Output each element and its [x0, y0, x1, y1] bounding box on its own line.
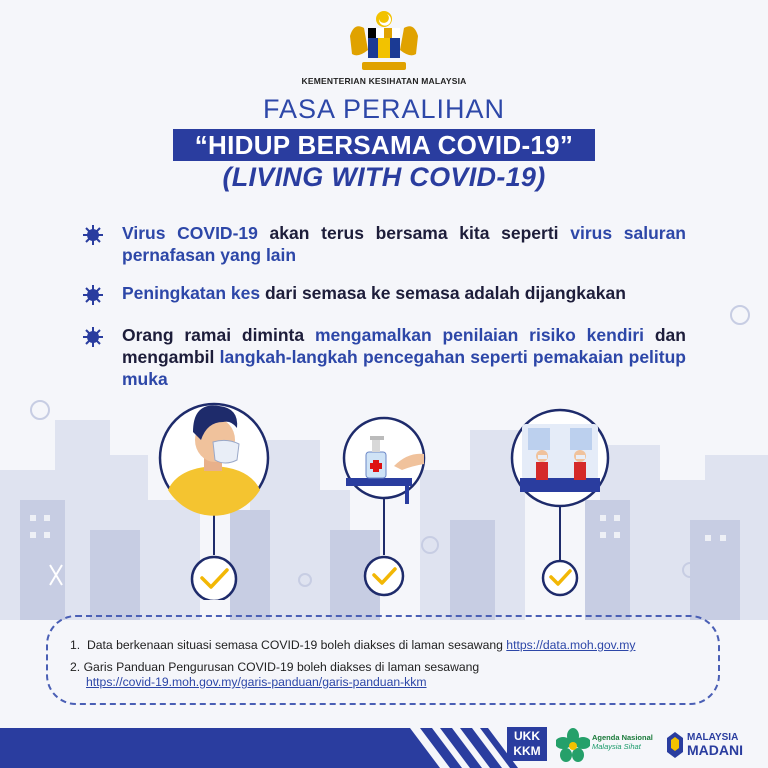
public-transport-illustration: [512, 410, 608, 506]
mask-wearing-illustration: [160, 404, 268, 516]
title-phase: FASA PERALIHAN: [262, 94, 506, 124]
references-box: [46, 615, 720, 705]
hibiscus-logo: [556, 728, 590, 762]
bullet-text: Peningkatan kes dari semasa ke semasa adalah dijangkakan: [122, 283, 626, 303]
covid-guidelines-link[interactable]: https://covid-19.moh.gov.my/garis-panduan/garis-panduan-kkm: [86, 675, 427, 689]
check-mark-icon: [192, 557, 236, 600]
title-living-with-covid-malay: “HIDUP BERSAMA COVID-19”: [173, 129, 595, 161]
reference-note-2: 2. Garis Panduan Pengurusan COVID-19 boleh diakses di laman sesawang https://covid-19.moh.gov.my/garis-panduan/garis-panduan-kkm: [70, 660, 480, 689]
reference-note-1: 1. Data berkenaan situasi semasa COVID-19 boleh diakses di laman sesawang https://data.moh.gov.my: [70, 638, 636, 652]
bullet-text: Virus COVID-19 akan terus bersama kita seperti virus saluran pernafasan yang lain: [122, 223, 686, 265]
malaysia-madani-logo-text: MALAYSIA MADANI: [687, 732, 743, 758]
bullet-text: Orang ramai diminta mengamalkan penilaian risiko kendiri dan mengambil langkah-langkah pencegahan seperti pemakaian pelitup muka: [122, 325, 686, 389]
data-moh-link[interactable]: https://data.moh.gov.my: [506, 638, 636, 652]
agenda-nasional-logo-text: Agenda Nasional Malaysia Sihat: [592, 733, 653, 751]
ministry-name: KEMENTERIAN KESIHATAN MALAYSIA: [301, 76, 467, 86]
check-mark-icon: [543, 561, 577, 595]
title-living-with-covid-english: (LIVING WITH COVID-19): [222, 162, 546, 192]
check-mark-icon: [365, 557, 403, 595]
hand-sanitizer-illustration: [344, 418, 424, 504]
malaysia-madani-logo-mark: [664, 730, 686, 760]
ukk-kkm-logo: UKK KKM: [507, 727, 547, 761]
